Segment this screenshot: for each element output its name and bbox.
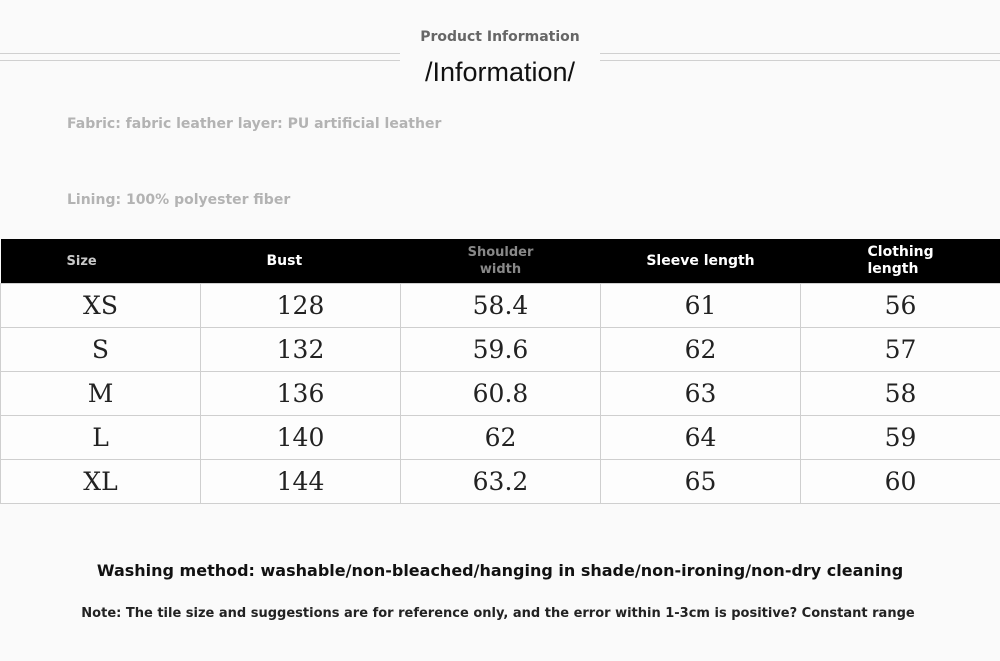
header-clothing-length: Clothing length (801, 239, 1000, 284)
cell-size: XL (1, 460, 201, 504)
cell-shoulder-width: 60.8 (401, 372, 601, 416)
section-subtitle: Product Information (420, 29, 580, 45)
cell-size: S (1, 328, 201, 372)
cell-clothing-length: 57 (801, 328, 1000, 372)
table-row (1, 460, 1000, 504)
cell-bust: 140 (201, 416, 401, 460)
cell-clothing-length: 58 (801, 372, 1000, 416)
cell-shoulder-width: 63.2 (401, 460, 601, 504)
cell-clothing-length: 56 (801, 284, 1000, 328)
header-bust: Bust (201, 239, 401, 284)
washing-method: Washing method: washable/non-bleached/hanging in shade/non-ironing/non-dry cleaning (96, 561, 904, 580)
table-row (1, 284, 1000, 328)
cell-sleeve-length: 63 (601, 372, 801, 416)
table-row (1, 372, 1000, 416)
header-rule-right-top (600, 53, 1000, 54)
lining-spec: Lining: 100% polyester fiber (67, 192, 291, 208)
cell-sleeve-length: 65 (601, 460, 801, 504)
header-sleeve-length: Sleeve length (601, 239, 801, 284)
header-shoulder-width: Shoulder width (401, 239, 601, 284)
table-row (1, 416, 1000, 460)
cell-size: M (1, 372, 201, 416)
cell-bust: 144 (201, 460, 401, 504)
table-row (1, 328, 1000, 372)
table-header-row (1, 239, 1000, 284)
cell-sleeve-length: 61 (601, 284, 801, 328)
cell-size: L (1, 416, 201, 460)
cell-bust: 136 (201, 372, 401, 416)
size-note: Note: The tile size and suggestions are for reference only, and the error within 1-3cm is positive? Constant range (81, 606, 915, 621)
cell-shoulder-width: 58.4 (401, 284, 601, 328)
cell-clothing-length: 60 (801, 460, 1000, 504)
fabric-spec: Fabric: fabric leather layer: PU artificial leather (67, 116, 442, 132)
size-chart-table (0, 239, 1000, 504)
cell-size: XS (1, 284, 201, 328)
header-size: Size (1, 239, 201, 284)
cell-shoulder-width: 62 (401, 416, 601, 460)
cell-shoulder-width: 59.6 (401, 328, 601, 372)
section-title: /Information/ (424, 57, 576, 87)
cell-bust: 128 (201, 284, 401, 328)
cell-bust: 132 (201, 328, 401, 372)
cell-sleeve-length: 64 (601, 416, 801, 460)
cell-clothing-length: 59 (801, 416, 1000, 460)
header-rule-left-top (0, 53, 400, 54)
cell-sleeve-length: 62 (601, 328, 801, 372)
